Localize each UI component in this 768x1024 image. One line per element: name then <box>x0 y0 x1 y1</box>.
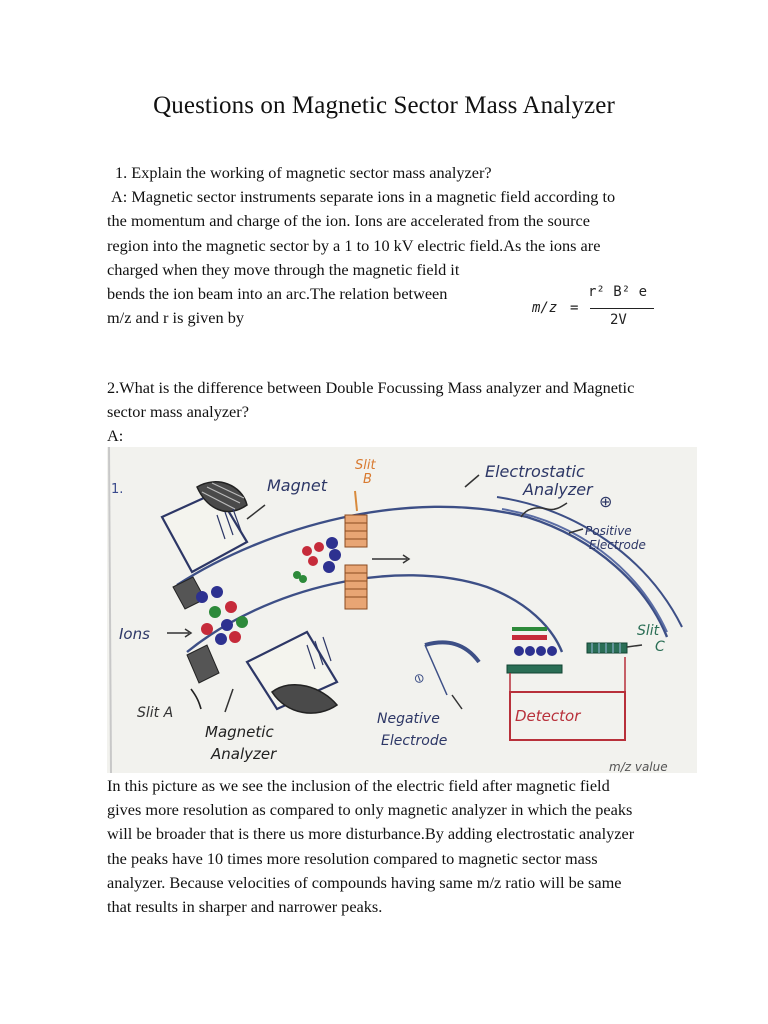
formula-lhs: m/z <box>532 300 558 316</box>
question-2-line: 2.What is the difference between Double Focussing Mass analyzer and Magnetic <box>107 378 635 397</box>
answer-1-line: m/z and r is given by <box>107 308 245 328</box>
label-negative-electrode: Electrode <box>381 733 448 749</box>
answer-1-line: region into the magnetic sector by a 1 to 10 kV electric field.As the ions are <box>107 235 601 255</box>
answer-1-line: bends the ion beam into an arc.The relation between <box>107 284 448 304</box>
double-focusing-diagram <box>107 447 697 773</box>
label-plus-sign: ⊕ <box>599 492 613 511</box>
question-2-line: sector mass analyzer? <box>107 402 249 422</box>
label-slit-c: Slit <box>637 623 660 639</box>
label-negative: Negative <box>377 711 440 727</box>
label-electrostatic: Electrostatic <box>485 462 585 481</box>
conclusion-line: the peaks have 10 times more resolution compared to magnetic sector mass <box>107 848 598 868</box>
label-positive-electrode: Electrode <box>589 538 646 552</box>
svg-text:1.: 1. <box>111 482 124 497</box>
label-slit-b-letter: B <box>363 472 372 487</box>
label-slit-a: Slit A <box>137 705 174 721</box>
label-magnetic: Magnetic <box>205 723 274 741</box>
conclusion-line: analyzer. Because velocities of compounds having same m/z ratio will be same <box>107 872 622 892</box>
label-partial-cut: m/z value <box>609 760 668 773</box>
formula-denominator: 2V <box>610 312 627 328</box>
conclusion-line: will be broader that is there us more disturbance.By adding electrostatic analyzer <box>107 824 635 844</box>
conclusion-line: gives more resolution as compared to only magnetic analyzer in which the peaks <box>107 800 633 820</box>
answer-1-line: A: Magnetic sector instruments separate ions in a magnetic field according to <box>111 187 616 207</box>
conclusion-line: that results in sharper and narrower peaks. <box>107 897 383 917</box>
conclusion-line: In this picture as we see the inclusion of the electric field after magnetic field <box>107 776 610 795</box>
label-magnet: Magnet <box>267 476 328 495</box>
label-detector: Detector <box>515 707 581 725</box>
label-positive: Positive <box>585 524 632 538</box>
label-slit-c-letter: C <box>655 639 665 655</box>
formula-numerator: r² B² e <box>588 284 648 300</box>
question-2 <box>107 376 677 449</box>
formula-fraction-bar <box>590 308 654 309</box>
label-magnetic-analyzer: Analyzer <box>211 745 277 763</box>
label-slit-b: Slit <box>355 458 376 473</box>
answer-1-line: charged when they move through the magnetic field it <box>107 259 460 279</box>
label-minus-sign: ⊖ <box>409 671 428 687</box>
answer-2-label: A: <box>107 426 124 446</box>
formula-equals: = <box>570 300 579 316</box>
question-1-text: 1. Explain the working of magnetic sector mass analyzer? <box>115 163 492 182</box>
label-analyzer: Analyzer <box>523 480 593 499</box>
label-ions: Ions <box>119 625 150 643</box>
page-title: Questions on Magnetic Sector Mass Analyzer <box>153 92 615 119</box>
answer-1-line: the momentum and charge of the ion. Ions are accelerated from the source <box>107 211 590 231</box>
mz-formula <box>532 284 662 330</box>
conclusion-paragraph <box>107 774 677 919</box>
